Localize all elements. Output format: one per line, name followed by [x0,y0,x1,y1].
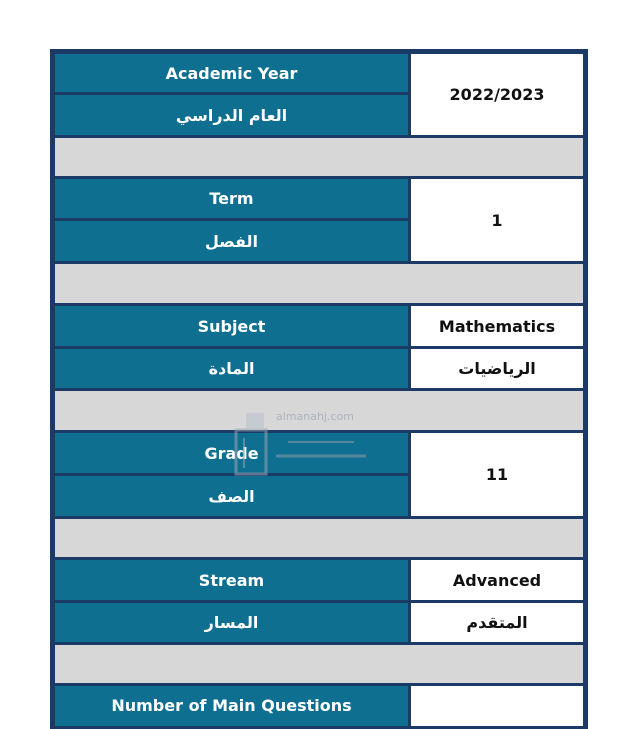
subject-label-ar: المادة [55,349,408,388]
stream-value-en: Advanced [411,560,583,600]
spacer-row [55,391,583,430]
grade-label-en: Grade [55,433,408,473]
spacer-row [55,264,583,303]
spacer-row [55,138,583,176]
stream-label-en: Stream [55,560,408,600]
academic-year-label-ar: العام الدراسي [55,95,408,135]
term-label-en: Term [55,179,408,218]
spacer-row [55,645,583,683]
main-questions-value [411,686,583,726]
watermark-text: almanahj.com [276,410,354,423]
academic-year-label-en: Academic Year [55,54,408,92]
grade-label-ar: الصف [55,476,408,516]
stream-value-ar: المتقدم [411,603,583,642]
academic-year-value: 2022/2023 [411,54,583,135]
subject-value-ar: الرياضيات [411,349,583,388]
stream-label-ar: المسار [55,603,408,642]
grade-value: 11 [411,433,583,516]
term-label-ar: الفصل [55,221,408,261]
spacer-row [55,519,583,557]
term-value: 1 [411,179,583,261]
subject-value-en: Mathematics [411,306,583,346]
info-table [50,49,588,729]
main-questions-label-en: Number of Main Questions [55,686,408,726]
subject-label-en: Subject [55,306,408,346]
